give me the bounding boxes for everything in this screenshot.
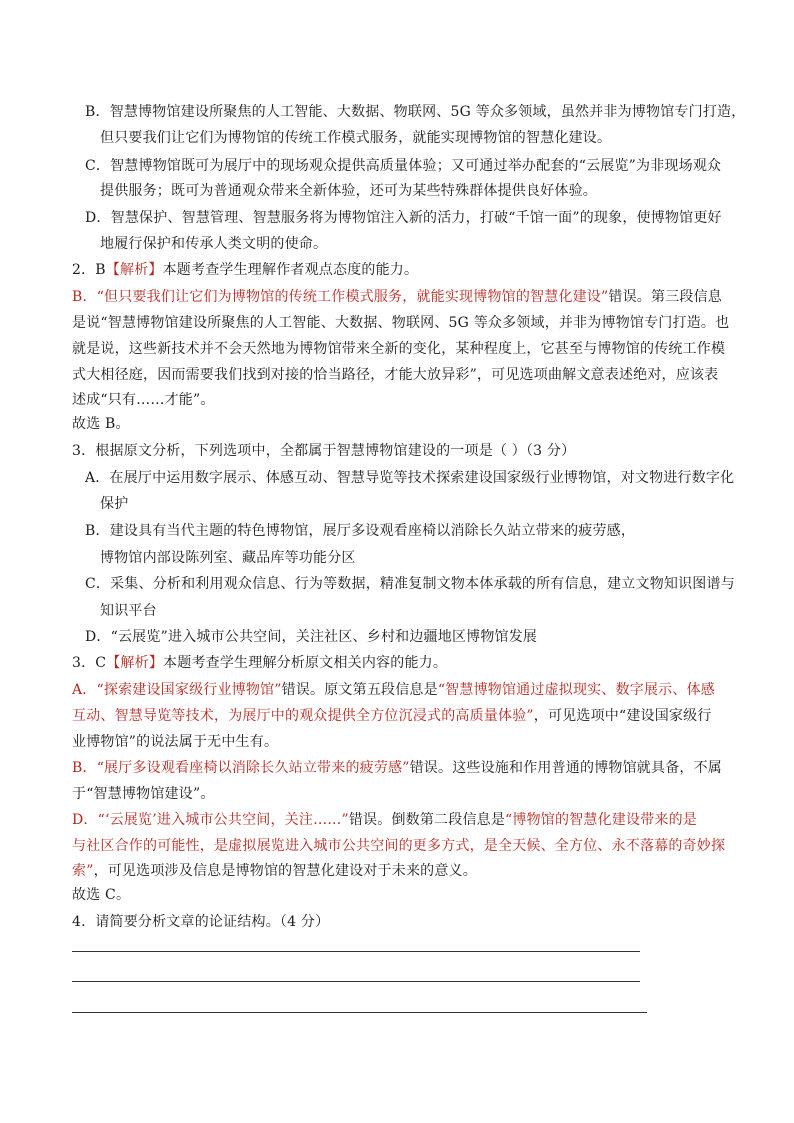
answer-2-line-3: 就是说，这些新技术并不会天然地为博物馆带来全新的变化，某种程度上，它甚至与博物馆的传统工作模 <box>72 341 726 357</box>
answer-3-a-line-2 <box>72 707 712 725</box>
answer-3-a-text-1: 错误。原文第五段信息是 <box>281 682 438 698</box>
answer-2-header-text: 本题考查学生理解作者观点态度的能力。 <box>162 262 419 278</box>
option-d-line-1: D．智慧保护、智慧管理、智慧服务将为博物馆注入新的活力，打破“千馆一面”的现象，使博物馆更好 <box>85 210 722 226</box>
answer-3-analysis-tag: 【解析】 <box>106 655 164 671</box>
answer-3-d-text-2: ，可见选项涉及信息是博物馆的智慧化建设对于未来的意义。 <box>93 863 477 879</box>
answer-2-number: 2．B <box>72 262 106 278</box>
answer-3-a-line-3: 业博物馆”的说法属于无中生有。 <box>72 734 279 750</box>
answer-3-d-line-1 <box>72 811 697 829</box>
answer-blank-line-1[interactable] <box>72 951 640 952</box>
answer-3-d-quoted: D．“‘云展览’进入城市公共空间，关注……” <box>72 812 349 828</box>
question-3-option-a-line-2: 保护 <box>100 496 129 512</box>
answer-3-d-source-1: “博物馆的智慧化建设带来的是 <box>505 812 698 828</box>
answer-2-line-4: 式大相径庭，因而需要我们找到对接的恰当路径，才能大放异彩”，可见选项曲解文意表述绝对，应该表 <box>72 367 719 383</box>
answer-3-d-line-3 <box>72 862 477 880</box>
answer-3-header-text: 本题考查学生理解分析原文相关内容的能力。 <box>163 655 448 671</box>
answer-3-d-line-2: 与社区合作的可能性，是虚拟展览进入城市公共空间的更多方式，是全天候、全方位、永不落幕的奇妙探 <box>72 838 726 854</box>
answer-3-a-source-2: 互动、智慧导览等技术，为展厅中的观众提供全方位沉浸式的高质量体验” <box>72 708 534 724</box>
answer-2-line-2: 是说“智慧博物馆建设所聚焦的人工智能、大数据、物联网、5G 等众多领域，并非为博物馆专门打造。也 <box>72 315 730 331</box>
question-3-option-c-line-2: 知识平台 <box>100 603 157 619</box>
answer-2-header <box>72 261 418 279</box>
answer-3-b-line-2: 于“智慧博物馆建设”。 <box>72 786 215 802</box>
answer-2-quoted-option: B．“但只要我们让它们为博物馆的传统工作模式服务，就能实现博物馆的智慧化建设” <box>72 289 609 305</box>
option-b-line-2: 但只要我们让它们为博物馆的传统工作模式服务，就能实现博物馆的智慧化建设。 <box>100 130 612 146</box>
answer-blank-line-3[interactable] <box>72 1012 647 1013</box>
answer-2-line-1-text: 错误。第三段信息 <box>608 289 723 305</box>
question-4-stem: 4．请简要分析文章的论证结构。（4 分） <box>72 914 330 930</box>
question-3-option-c-line-1: C．采集、分析和利用观众信息、行为等数据，精准复制文物本体承载的所有信息，建立文物知识图谱与 <box>85 576 735 592</box>
answer-3-d-source-3: 索” <box>72 863 94 879</box>
answer-2-line-1 <box>72 288 722 306</box>
answer-blank-line-2[interactable] <box>72 981 640 982</box>
answer-3-b-line-1 <box>72 759 722 777</box>
question-3-option-d: D．“云展览”进入城市公共空间，关注社区、乡村和边疆地区博物馆发展 <box>85 629 538 645</box>
answer-2-analysis-tag: 【解析】 <box>105 262 163 278</box>
answer-2-line-5: 述成“只有……才能”。 <box>72 392 215 408</box>
option-d-line-2: 地履行保护和传承人类文明的使命。 <box>100 236 328 252</box>
question-3-option-a-line-1: A．在展厅中运用数字展示、体感互动、智慧导览等技术探索建设国家级行业博物馆，对文物进行数字化 <box>85 470 735 486</box>
answer-3-b-text-1: 错误。这些设施和作用普通的博物馆就具备，不属 <box>409 760 723 776</box>
answer-3-header <box>72 654 447 672</box>
answer-3-conclusion: 故选 C。 <box>72 887 131 903</box>
question-3-option-b-line-2: 博物馆内部设陈列室、藏品库等功能分区 <box>100 550 356 566</box>
option-c-line-2: 提供服务；既可为普通观众带来全新体验，还可为某些特殊群体提供良好体验。 <box>100 183 597 199</box>
question-3-stem: 3．根据原文分析，下列选项中，全都属于智慧博物馆建设的一项是（ ）（3 分） <box>72 443 576 459</box>
question-3-option-b-line-1: B．建设具有当代主题的特色博物馆，展厅多设观看座椅以消除长久站立带来的疲劳感， <box>85 523 636 539</box>
answer-3-b-quoted: B．“展厅多设观看座椅以消除长久站立带来的疲劳感” <box>72 760 410 776</box>
answer-3-a-text-2: ，可见选项中“建设国家级行 <box>533 708 712 724</box>
answer-2-conclusion: 故选 B。 <box>72 416 130 432</box>
answer-3-number: 3．C <box>72 655 107 671</box>
answer-3-d-text-1: 错误。倒数第二段信息是 <box>348 812 506 828</box>
answer-3-a-source-1: “智慧博物馆通过虚拟现实、数字展示、体感 <box>437 682 715 698</box>
option-c-line-1: C．智慧博物馆既可为展厅中的现场观众提供高质量体验；又可通过举办配套的“云展览”为非现场观众 <box>85 158 722 174</box>
option-b-line-1: B．智慧博物馆建设所聚焦的人工智能、大数据、物联网、5G 等众多领域，虽然并非为博物馆专门打造， <box>85 104 746 120</box>
answer-3-a-quoted: A．“探索建设国家级行业博物馆” <box>72 682 282 698</box>
answer-3-a-line-1 <box>72 681 715 699</box>
